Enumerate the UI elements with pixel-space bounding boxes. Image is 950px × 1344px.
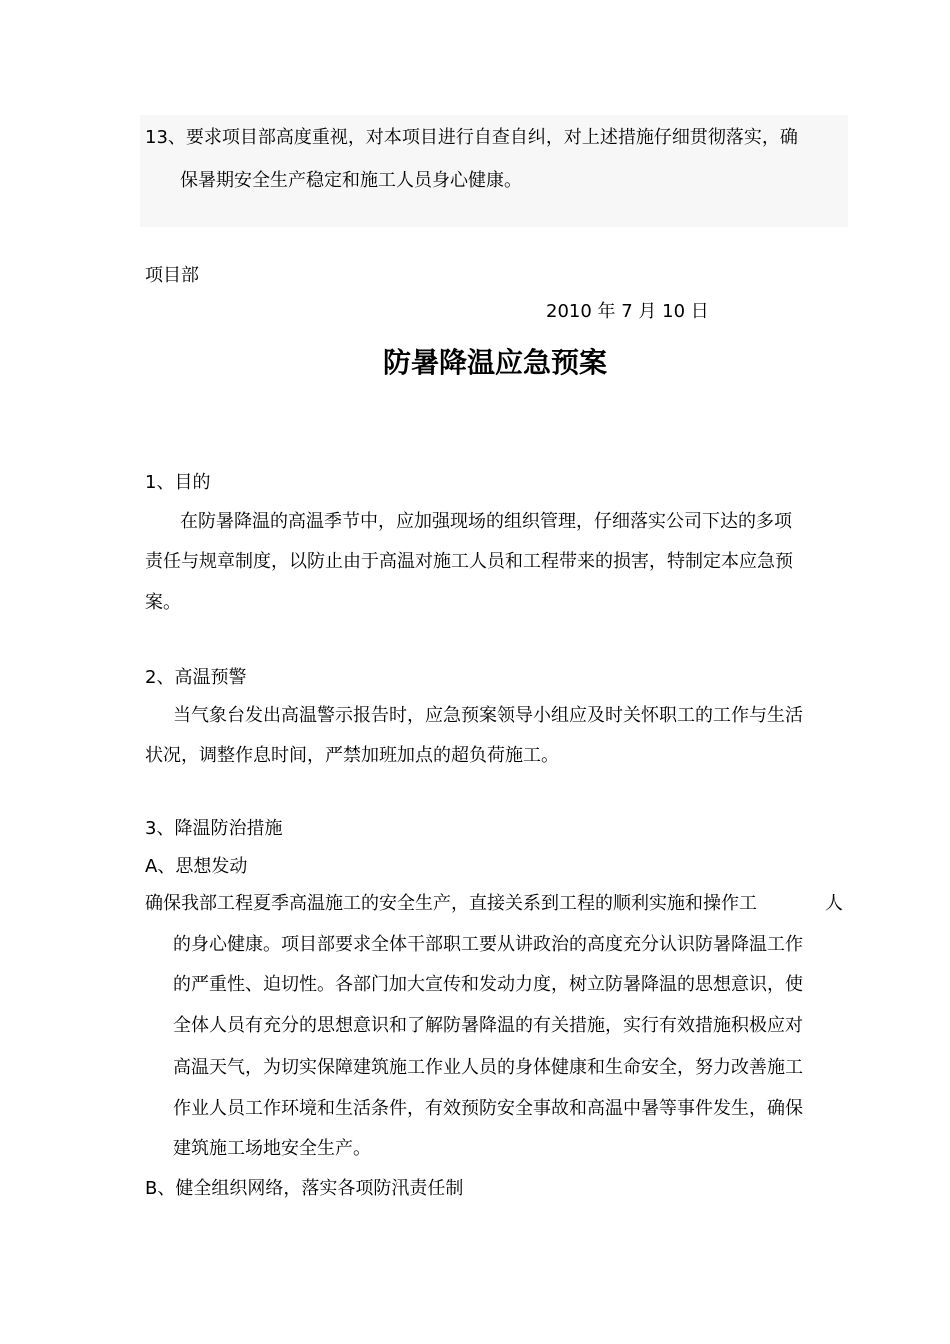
section-1-line: 责任与规章制度，以防止由于高温对施工人员和工程带来的损害，特制定本应急预: [145, 551, 793, 572]
section-3-sub-b: B、健全组织网络，落实各项防汛责任制: [145, 1178, 464, 1199]
section-2-heading: 2、高温预警: [145, 667, 247, 688]
section-2-line: 状况，调整作息时间，严禁加班加点的超负荷施工。: [145, 745, 559, 766]
item-13-line-2: 保暑期安全生产稳定和施工人员身心健康。: [180, 170, 522, 191]
section-3-line: 高温天气，为切实保障建筑施工作业人员的身体健康和生命安全，努力改善施工: [173, 1057, 803, 1078]
section-3-sub-a: A、思想发动: [145, 856, 248, 877]
section-3-line: 全体人员有充分的思想意识和了解防暑降温的有关措施，实行有效措施积极应对: [173, 1015, 803, 1036]
section-3-line: 的严重性、迫切性。各部门加大宣传和发动力度，树立防暑降温的思想意识，使: [173, 974, 803, 995]
section-1-line: 在防暑降温的高温季节中，应加强现场的组织管理，仔细落实公司下达的多项: [180, 511, 792, 532]
document-title: 防暑降温应急预案: [382, 346, 607, 379]
section-2-line: 当气象台发出高温警示报告时，应急预案领导小组应及时关怀职工的工作与生活: [173, 705, 803, 726]
signature-date: 2010 年 7 月 10 日: [546, 301, 709, 322]
section-3-line: 作业人员工作环境和生活条件，有效预防安全事故和高温中暑等事件发生，确保: [173, 1098, 803, 1119]
section-3-line: 建筑施工场地安全生产。: [173, 1138, 371, 1159]
section-3-heading: 3、降温防治措施: [145, 818, 283, 839]
section-3-line: 的身心健康。项目部要求全体干部职工要从讲政治的高度充分认识防暑降温工作: [173, 934, 803, 955]
section-3-line: 确保我部工程夏季高温施工的安全生产，直接关系到工程的顺利实施和操作工: [145, 893, 757, 914]
section-1-line: 案。: [145, 592, 181, 613]
section-3-line-tail: 人: [825, 893, 843, 914]
item-13-line-1: 13、要求项目部高度重视，对本项目进行自查自纠，对上述措施仔细贯彻落实，确: [145, 127, 798, 148]
signature-department: 项目部: [145, 265, 199, 286]
section-1-heading: 1、目的: [145, 472, 211, 493]
